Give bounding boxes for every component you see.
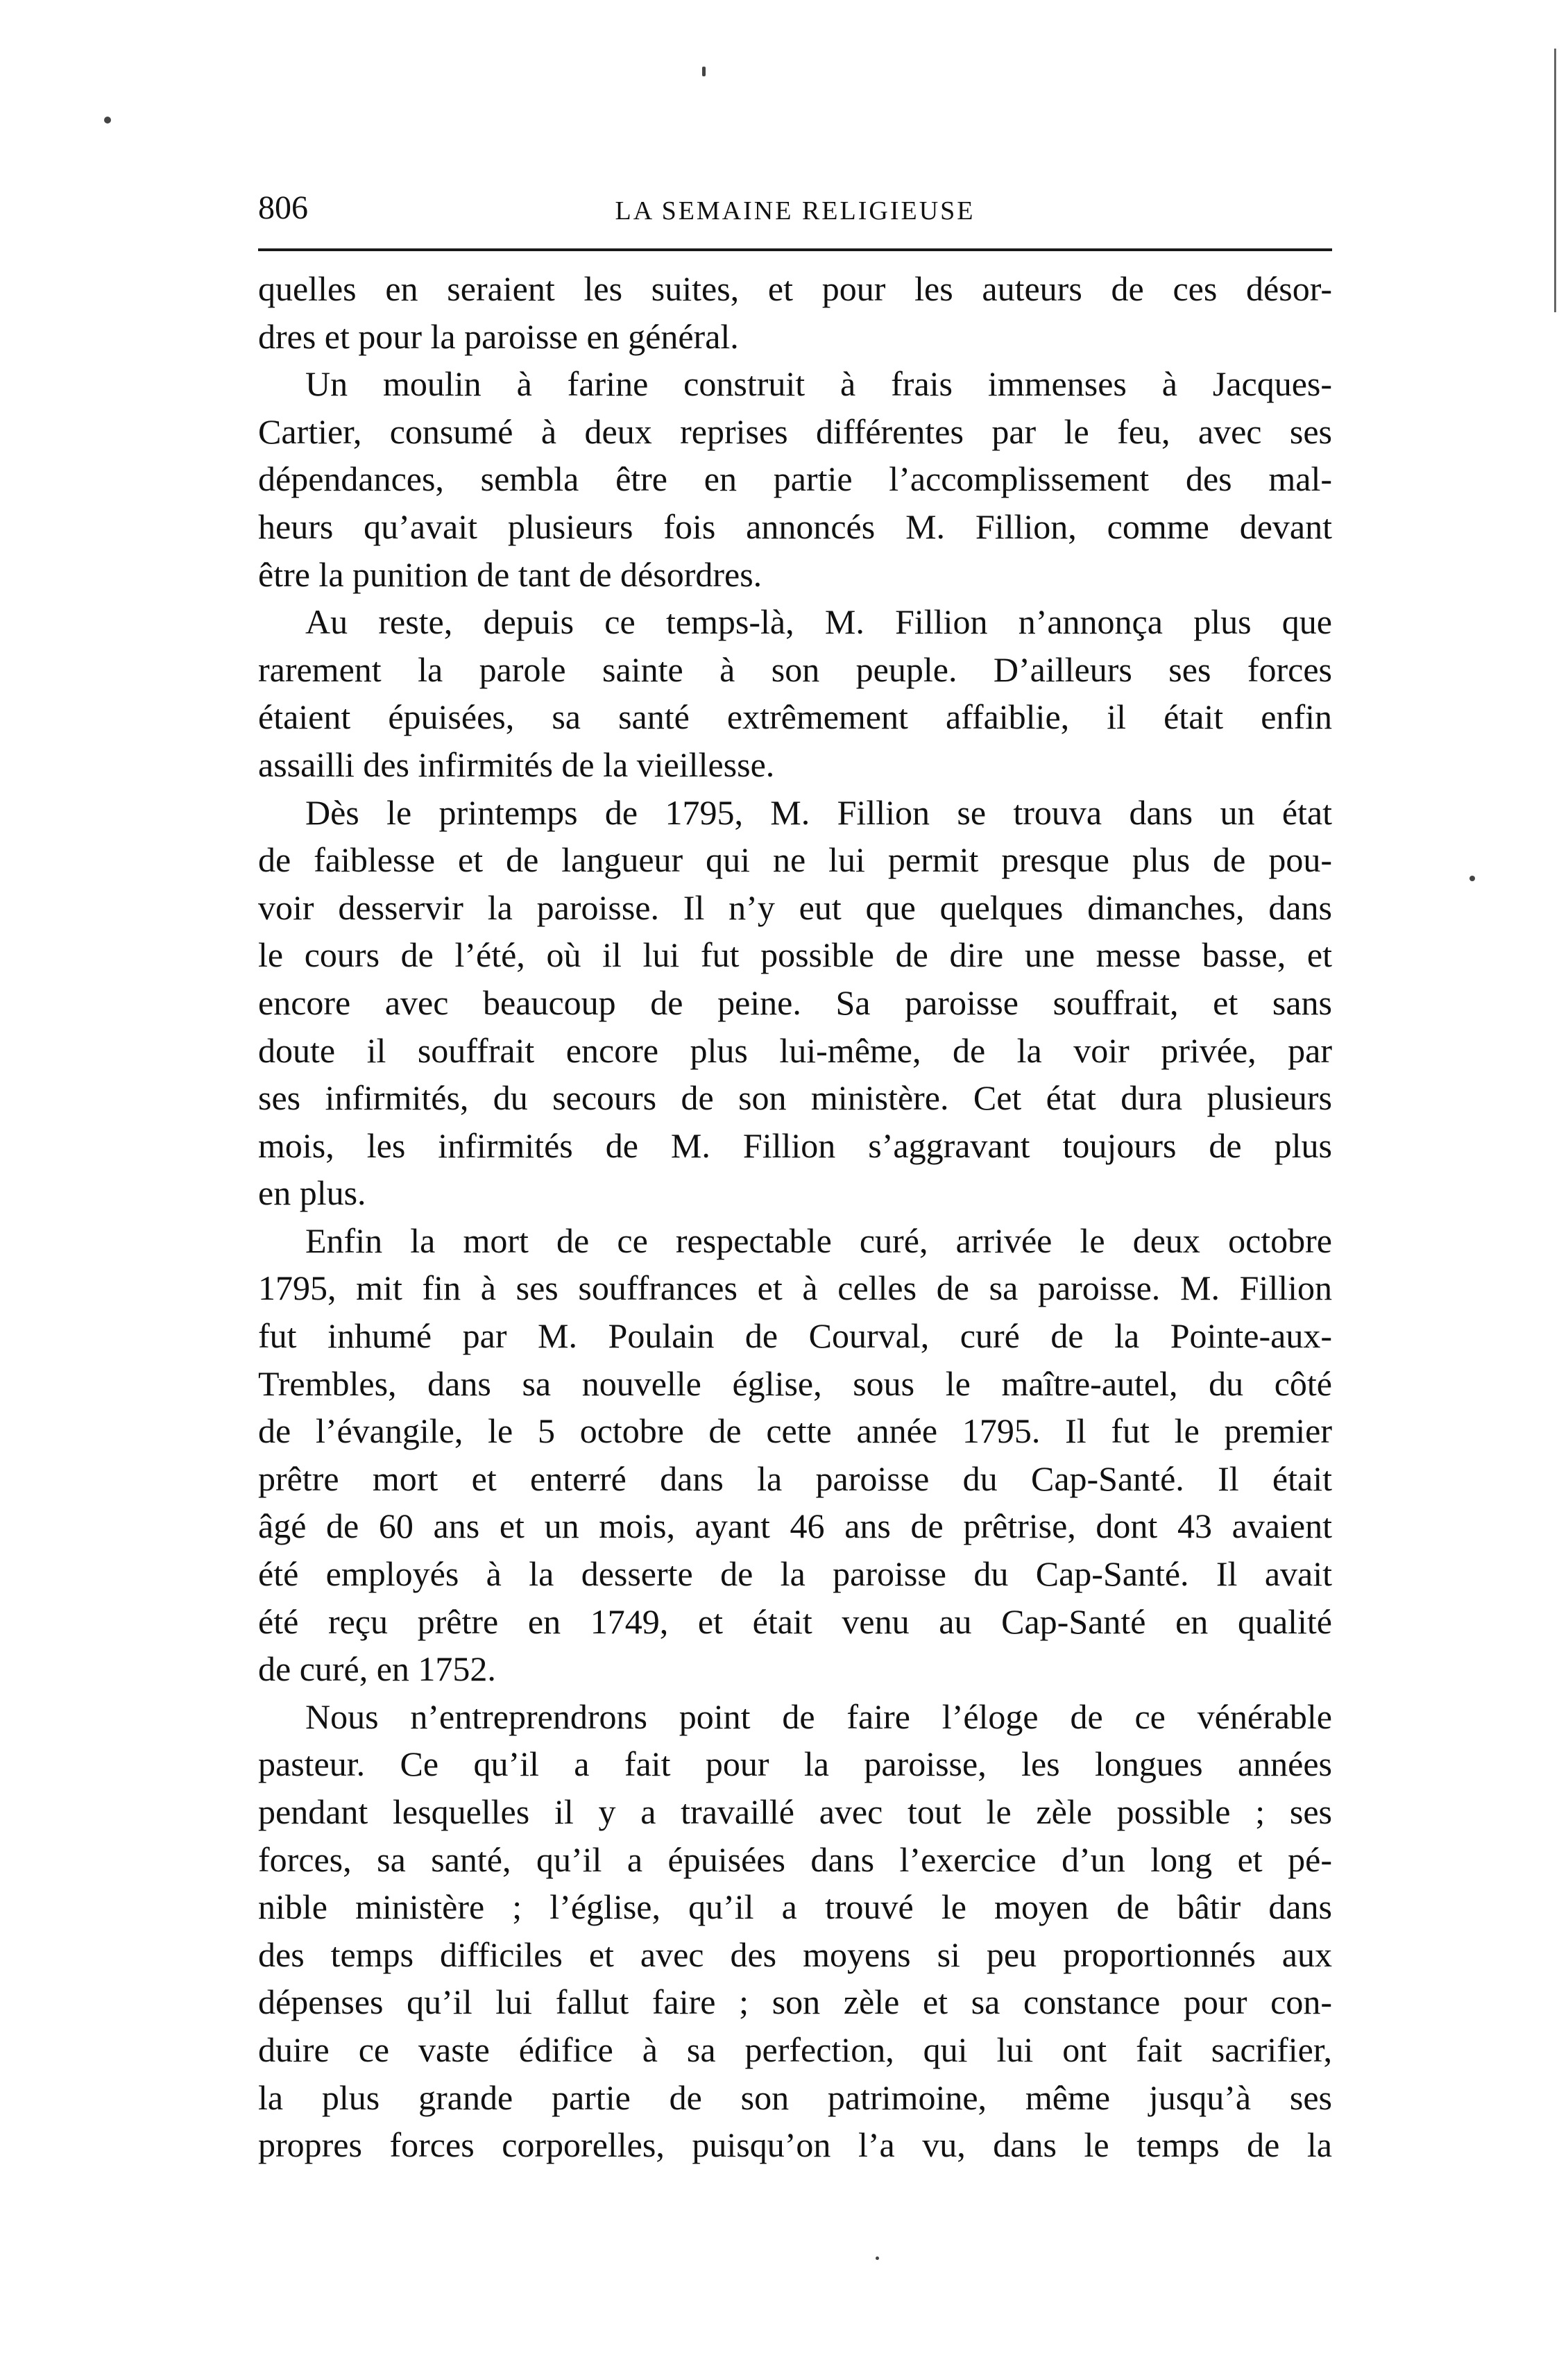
text-line: nible ministère ; l’église, qu’il a trouvé le moyen de bâtir dans xyxy=(258,1887,1332,1927)
text-line: Un moulin à farine construit à frais immenses à Jacques- xyxy=(305,364,1332,404)
scan-speck xyxy=(1469,876,1475,881)
text-line: été reçu prêtre en 1749, et était venu au Cap-Santé en qualité xyxy=(258,1601,1332,1641)
text-line: quelles en seraient les suites, et pour les auteurs de ces désor- xyxy=(258,269,1332,308)
text-line: heurs qu’avait plusieurs fois annoncés M. Fillion, comme devant xyxy=(258,507,1332,546)
scan-speck xyxy=(702,67,706,76)
text-line: Cartier, consumé à deux reprises différentes par le feu, avec ses xyxy=(258,411,1332,451)
text-line: le cours de l’été, où il lui fut possible de dire une messe basse, et xyxy=(258,935,1332,975)
text-line: ses infirmités, du secours de son ministère. Cet état dura plusieurs xyxy=(258,1078,1332,1118)
text-line: être la punition de tant de désordres. xyxy=(258,554,762,594)
text-line: fut inhumé par M. Poulain de Courval, curé de la Pointe-aux- xyxy=(258,1316,1332,1356)
text-line: Enfin la mort de ce respectable curé, arrivée le deux octobre xyxy=(305,1221,1332,1260)
page-number: 806 xyxy=(258,189,308,226)
text-line: Au reste, depuis ce temps-là, M. Fillion n’annonça plus que xyxy=(305,602,1332,642)
header-rule xyxy=(258,248,1332,251)
page-header xyxy=(258,187,1332,229)
text-line: voir desservir la paroisse. Il n’y eut que quelques dimanches, dans xyxy=(258,887,1332,927)
scan-speck xyxy=(876,2256,879,2260)
text-line: âgé de 60 ans et un mois, ayant 46 ans de prêtrise, dont 43 avaient xyxy=(258,1506,1332,1546)
text-line: étaient épuisées, sa santé extrêmement affaiblie, il était enfin xyxy=(258,697,1332,737)
body-text xyxy=(258,265,1332,2169)
text-line: forces, sa santé, qu’il a épuisées dans l’exercice d’un long et pé- xyxy=(258,1839,1332,1879)
text-line: prêtre mort et enterré dans la paroisse du Cap-Santé. Il était xyxy=(258,1459,1332,1498)
text-line: pasteur. Ce qu’il a fait pour la paroisse, les longues années xyxy=(258,1744,1332,1784)
text-line: encore avec beaucoup de peine. Sa paroisse souffrait, et sans xyxy=(258,983,1332,1022)
text-line: assailli des infirmités de la vieillesse. xyxy=(258,745,775,784)
text-line: Trembles, dans sa nouvelle église, sous le maître-autel, du côté xyxy=(258,1363,1332,1403)
text-line: duire ce vaste édifice à sa perfection, qui lui ont fait sacrifier, xyxy=(258,2030,1332,2069)
scan-speck xyxy=(104,117,111,124)
text-line: été employés à la desserte de la paroisse du Cap-Santé. Il avait xyxy=(258,1554,1332,1594)
text-line: propres forces corporelles, puisqu’on l’a vu, dans le temps de la xyxy=(258,2125,1332,2165)
text-line: la plus grande partie de son patrimoine, même jusqu’à ses xyxy=(258,2077,1332,2117)
text-line: 1795, mit fin à ses souffrances et à celles de sa paroisse. M. Fillion xyxy=(258,1268,1332,1308)
scan-edge-mark xyxy=(1554,49,1556,312)
text-line: des temps difficiles et avec des moyens si peu proportionnés aux xyxy=(258,1935,1332,1974)
running-title: LA SEMAINE RELIGIEUSE xyxy=(615,196,975,226)
text-line: de l’évangile, le 5 octobre de cette année 1795. Il fut le premier xyxy=(258,1411,1332,1451)
text-line: pendant lesquelles il y a travaillé avec tout le zèle possible ; ses xyxy=(258,1792,1332,1831)
text-line: en plus. xyxy=(258,1173,366,1213)
text-line: rarement la parole sainte à son peuple. D’ailleurs ses forces xyxy=(258,649,1332,689)
text-line: dres et pour la paroisse en général. xyxy=(258,316,739,356)
text-line: mois, les infirmités de M. Fillion s’aggravant toujours de plus xyxy=(258,1125,1332,1165)
text-line: de faiblesse et de langueur qui ne lui permit presque plus de pou- xyxy=(258,840,1332,880)
text-line: Nous n’entreprendrons point de faire l’éloge de ce vénérable xyxy=(305,1697,1332,1736)
text-line: de curé, en 1752. xyxy=(258,1649,496,1689)
text-line: dépenses qu’il lui fallut faire ; son zèle et sa constance pour con- xyxy=(258,1982,1332,2022)
text-line: doute il souffrait encore plus lui-même, de la voir privée, par xyxy=(258,1030,1332,1070)
text-line: Dès le printemps de 1795, M. Fillion se trouva dans un état xyxy=(305,792,1332,832)
text-line: dépendances, sembla être en partie l’accomplissement des mal- xyxy=(258,459,1332,499)
